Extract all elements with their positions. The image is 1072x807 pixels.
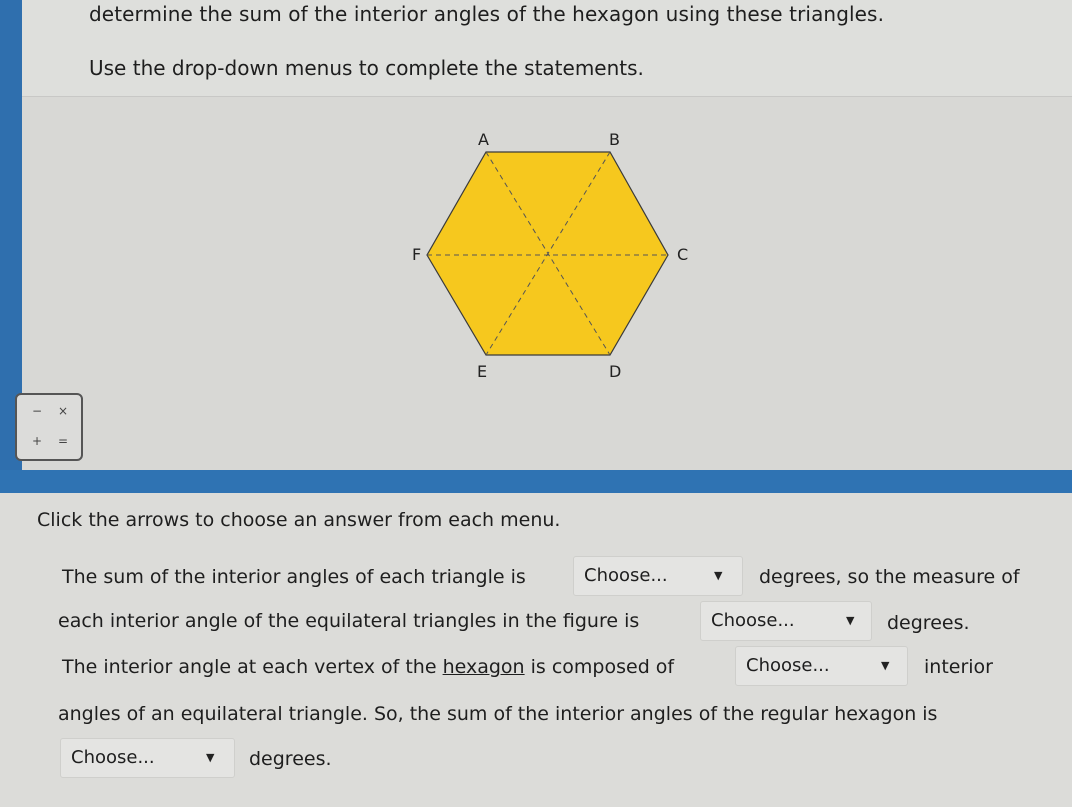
dropdown-triangle-sum[interactable]: [573, 556, 743, 596]
dropdown-value: Choose...: [71, 747, 155, 768]
dropdown-angle-count[interactable]: [735, 646, 908, 686]
dropdown-angle-measure[interactable]: [700, 601, 872, 641]
section-divider: [0, 470, 1072, 493]
vertex-label-c: C: [677, 245, 689, 264]
dropdown-caret-icon: ▼: [846, 614, 855, 627]
figure-area: [22, 97, 1072, 470]
equals-icon: =: [57, 434, 69, 448]
hexagon-figure: [22, 97, 1072, 470]
vertex-label-b: B: [609, 130, 620, 149]
dropdown-value: Choose...: [711, 610, 795, 631]
dropdown-caret-icon: ▼: [206, 751, 215, 764]
vertex-label-d: D: [609, 362, 622, 381]
question-header: [22, 0, 1072, 97]
statement-4-text: angles of an equilateral triangle. So, the sum of the interior angles of the regular hexagon is: [58, 703, 938, 725]
answer-panel: [0, 493, 1072, 807]
dropdown-value: Choose...: [584, 565, 668, 586]
plus-icon: +: [31, 434, 43, 448]
statement-2-suffix: degrees.: [887, 612, 970, 634]
statement-5-suffix: degrees.: [249, 748, 332, 770]
calculator-button[interactable]: [15, 393, 83, 461]
statement-2-text: each interior angle of the equilateral triangles in the figure is: [58, 610, 640, 632]
dropdown-caret-icon: ▼: [714, 569, 723, 582]
dropdown-hexagon-sum[interactable]: [60, 738, 235, 778]
statement-3-part-b: is composed of: [530, 656, 675, 678]
statement-1-text: The sum of the interior angles of each triangle is: [62, 566, 526, 588]
minus-icon: −: [31, 404, 43, 418]
vertex-label-a: A: [478, 130, 489, 149]
vertex-label-f: F: [412, 245, 422, 264]
statement-3-part-a: The interior angle at each vertex of the: [62, 656, 437, 678]
hexagon-term: hexagon: [442, 656, 525, 678]
instruction-text: Use the drop-down menus to complete the statements.: [89, 56, 644, 80]
dropdown-value: Choose...: [746, 655, 830, 676]
dropdown-caret-icon: ▼: [881, 659, 890, 672]
intro-text: determine the sum of the interior angles of the hexagon using these triangles.: [89, 2, 885, 26]
vertex-label-e: E: [477, 362, 488, 381]
statement-3-text: [62, 656, 674, 678]
statement-1-suffix: degrees, so the measure of: [759, 566, 1020, 588]
times-icon: ×: [57, 404, 69, 418]
statement-3-suffix: interior: [924, 656, 993, 678]
answer-prompt: Click the arrows to choose an answer from each menu.: [37, 509, 561, 531]
